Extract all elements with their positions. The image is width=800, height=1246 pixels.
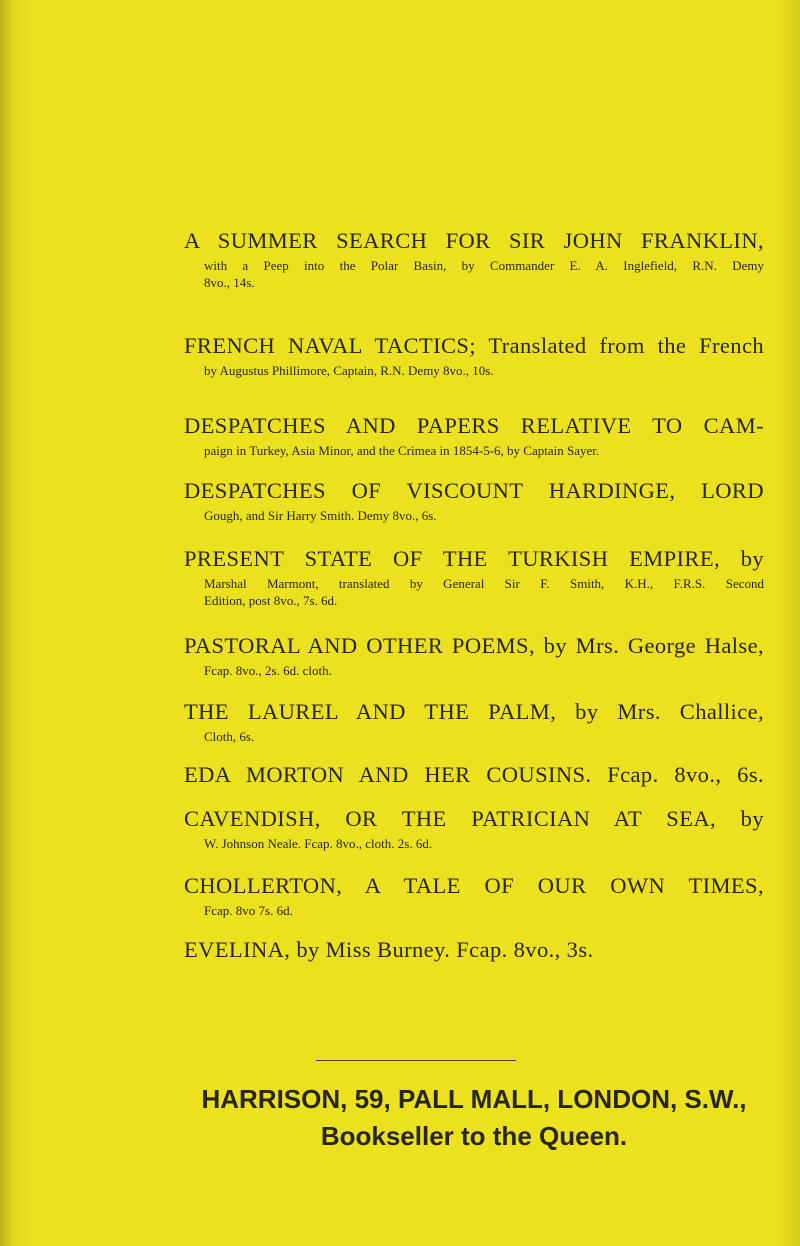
list-item bbox=[184, 937, 764, 963]
entry-detail: Cloth, 6s. bbox=[204, 729, 255, 744]
entry-title: A SUMMER SEARCH FOR SIR JOHN FRANKLIN, bbox=[184, 228, 764, 253]
publisher-address: HARRISON, 59, PALL MALL, LONDON, S.W., bbox=[201, 1084, 747, 1114]
list-item bbox=[184, 546, 764, 609]
divider-rule bbox=[316, 1060, 516, 1061]
entry-detail: Edition, post 8vo., 7s. 6d. bbox=[204, 593, 338, 608]
list-item bbox=[184, 699, 764, 745]
entry-title: CAVENDISH, OR THE PATRICIAN AT SEA, by bbox=[184, 806, 764, 831]
entry-title: DESPATCHES OF VISCOUNT HARDINGE, LORD bbox=[184, 478, 764, 503]
entry-detail: Marshal Marmont, translated by General Sir F. Smith, K.H., F.R.S. Second bbox=[204, 576, 764, 591]
entry-detail: Gough, and Sir Harry Smith. Demy 8vo., 6s. bbox=[204, 508, 437, 523]
entry-detail: Fcap. 8vo., 2s. 6d. cloth. bbox=[204, 663, 332, 678]
entry-detail: 8vo., 14s. bbox=[204, 275, 255, 290]
entry-title: EVELINA, by Miss Burney. Fcap. 8vo., 3s. bbox=[184, 937, 594, 962]
entry-detail: paign in Turkey, Asia Minor, and the Crimea in 1854-5-6, by Captain Sayer. bbox=[204, 443, 600, 458]
entry-title: PASTORAL AND OTHER POEMS, by Mrs. George Halse, bbox=[184, 633, 764, 658]
entry-title: DESPATCHES AND PAPERS RELATIVE TO CAM- bbox=[184, 413, 764, 438]
entry-detail: Fcap. 8vo 7s. 6d. bbox=[204, 903, 293, 918]
publisher-subtitle: Bookseller to the Queen. bbox=[320, 1121, 628, 1151]
entry-title: THE LAUREL AND THE PALM, by Mrs. Challice, bbox=[184, 699, 764, 724]
list-item bbox=[184, 478, 764, 524]
list-item bbox=[184, 633, 764, 679]
publisher-footer bbox=[184, 1084, 764, 1152]
entry-title: PRESENT STATE OF THE TURKISH EMPIRE, by bbox=[184, 546, 764, 571]
entry-detail: by Augustus Phillimore, Captain, R.N. Demy 8vo., 10s. bbox=[204, 363, 494, 378]
list-item bbox=[184, 333, 764, 379]
list-item bbox=[184, 762, 764, 788]
list-item bbox=[184, 806, 764, 852]
list-item bbox=[184, 228, 764, 291]
list-item bbox=[184, 413, 764, 459]
entry-detail: W. Johnson Neale. Fcap. 8vo., cloth. 2s. 6d. bbox=[204, 836, 433, 851]
list-item bbox=[184, 873, 764, 919]
entry-title: CHOLLERTON, A TALE OF OUR OWN TIMES, bbox=[184, 873, 764, 898]
entry-detail: with a Peep into the Polar Basin, by Commander E. A. Inglefield, R.N. Demy bbox=[204, 258, 764, 273]
entry-title: EDA MORTON AND HER COUSINS. Fcap. 8vo., 6s. bbox=[184, 762, 764, 787]
entry-title: FRENCH NAVAL TACTICS; Translated from the French bbox=[184, 333, 764, 358]
